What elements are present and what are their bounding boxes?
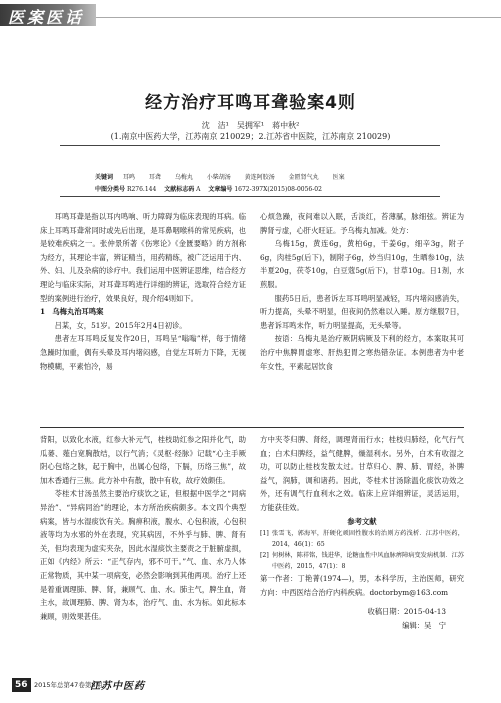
section-title: 医案医话	[8, 8, 85, 27]
keyword: 黄连阿胶汤	[244, 174, 275, 181]
page-number: 56	[12, 678, 31, 692]
keyword: 小柴胡汤	[206, 174, 231, 181]
references-heading: 参考文献	[347, 516, 377, 526]
reference-item: [1] 张雪飞，郭海军，肝硬化顽固性腹水的治则方药浅析．江苏中医药，2014，46(1)：65	[260, 530, 464, 549]
paragraph: 心烦急躁，夜间难以入眠，舌淡红，苔薄腻，脉细弦。辨证为脾肾亏虚，心肝火旺证。予乌梅丸加减。处方：	[260, 212, 464, 235]
doc-code-value: A	[196, 186, 201, 193]
section-header	[0, 0, 501, 30]
keyword: 耳聋	[148, 174, 161, 181]
article-no-label: 文章编号	[208, 186, 233, 193]
column-left-bottom	[40, 433, 246, 623]
clc-label: 中图分类号	[95, 186, 126, 193]
keywords-label: 关键词	[95, 174, 114, 181]
header-divider	[60, 145, 440, 146]
article-authors: 沈 洁¹ 吴拥军¹ 蒋中秋²	[201, 121, 300, 130]
keyword: 医案	[332, 174, 345, 181]
keyword: 金匮肾气丸	[288, 174, 319, 181]
clc-value: R276.144	[126, 186, 157, 193]
paragraph: 苓桂术甘汤虽然主要治疗痰饮之证，但根据中医学之“同病异治”、“异病同治”的理论，本方所治疾病颇多。本文四个典型病案，皆与水湿痰饮有关。胸痹积液，腹水、心包积液，心包积液等均为水邪的外在表现，究其病因，不外乎与肺、脾、肾有关，但均表现为虚实夹杂，因此水湿痰饮主要责之于脏腑虚损，正如《内经》所云：“正气存内，邪不可干。”气、血、水乃人体正常物质，其中某一项病变，必然会影响到其他两项。治疗上还是着重调理肺、脾、肾，兼顾气、血、水。肺主气，脾生血，肾主水，故调理肺、脾、肾为本，治疗气、血、水为标。如此标本兼顾，则效果甚佳。	[40, 489, 246, 621]
page-footer	[12, 678, 492, 692]
section-banner	[0, 4, 96, 26]
article-affiliation: (1.南京中医药大学，江苏南京 210029；2.江苏省中医院，江苏南京 210029)	[110, 132, 391, 141]
case-heading: 1 乌梅丸治耳鸣案	[40, 307, 104, 317]
keyword: 乌梅丸	[174, 174, 193, 181]
author-note: 第一作者：丁艳菁(1974—)，男，本科学历，主治医师，研究方向：中西医结合治疗内科疾病。doctorbym@163.com	[260, 574, 464, 597]
paragraph: 方中夹苓归脾、肾经，调理肾而行水；桂枝归肺经，化气行气血；白术归脾经，益气健脾，燥湿利水。另外，白术有收湿之功，可以防止桂枝发散太过。甘草归心、脾、肺、胃经，补脾益气，润肺，调和诸药。因此，苓桂术甘汤除温化痰饮功效之外，还有调气行血利水之效。临床上应详细辨证，灵活运用，方能获佳效。	[260, 435, 464, 512]
header-rule	[96, 17, 501, 18]
article-no-value: 1672-397X(2015)08-0056-02	[234, 186, 322, 193]
journal-name: 江苏中医药	[90, 681, 145, 692]
column-right-bottom	[260, 433, 464, 633]
abstract-divider	[60, 196, 440, 197]
keyword: 耳鸣	[122, 174, 135, 181]
article-title: 经方治疗耳鸣耳聋验案4则	[145, 93, 356, 113]
keywords-row	[95, 172, 475, 181]
doc-code-label: 文献标志码	[164, 186, 195, 193]
paragraph: 背阳，以致化水液，红参大补元气，桂枝助红参之阳并化气，助瓜蒌、薤白宽胸散结，以行气消；《灵枢·经脉》记载“心主手厥阴心包络之脉，起于胸中，出属心包络，下膈，历络三焦”，故加木香通行三焦。此方补中有散，散中有收，故疗效颇佳。	[40, 435, 246, 485]
column-right-top	[260, 210, 464, 373]
editor-name: 编辑：吴 宁	[402, 620, 446, 630]
reference-text: 张雪飞，郭海军，肝硬化顽固性腹水的治则方药浅析．江苏中医药，2014，46(1)：65	[272, 530, 464, 549]
reference-item: [2] 何树林，陈祥铭，钱进华，论糖血性中风血脉痹障病变发病机制．江苏中医药，2015，47(1)：8	[260, 552, 464, 571]
received-date: 收稿日期：2015-04-13	[367, 607, 446, 617]
paragraph: 患者左耳耳鸣反复发作20日，耳鸣呈“嗡嗡”样，每于情绪急躁时加重，偶有头晕及耳内堵闷感，自觉左耳听力下降，无视物模糊，平素怕冷，易	[40, 334, 246, 371]
classification-row	[95, 184, 475, 193]
column-left-top	[40, 210, 246, 373]
page-split-rule	[40, 427, 464, 428]
issue-info: 2015年总第47卷第8期	[34, 681, 102, 689]
paragraph: 服药5日后，患者诉左耳耳鸣明显减轻，耳内堵闷感消失，听力提高，头晕不明显，但夜间仍然难以入睡。原方继服7日，患者诉耳鸣未作，听力明显提高，无头晕等。	[260, 293, 464, 330]
reference-text: 何树林，陈祥铭，钱进华，论糖血性中风血脉痹障病变发病机制．江苏中医药，2015，47(1)：8	[272, 552, 464, 571]
commentary: 按语：乌梅丸是治疗厥阴病厥及下利的经方，本案取其可治疗中焦脾胃虚寒、肝热犯胃之寒热错杂证。本例患者为中老年女性，平素起居饮食	[260, 334, 464, 371]
prescription: 乌梅15g，黄连6g，黄柏6g，干姜6g，细辛3g，附子6g，肉桂5g(后下)，制附子6g，炒当归10g，生晒参10g，法半夏20g，茯苓10g，白豆蔻5g(后下)，甘草10g。日1剂，水煎服。	[260, 239, 464, 289]
paragraph: 耳鸣耳聋是指以耳内鸣响、听力障碍为临床表现的耳病。临床上耳鸣耳聋常同时或先后出现，是耳鼻咽喉科的常见疾病，也是较难疾病之一。张仲景所著《伤寒论》《金匮要略》的方剂称为经方，其理论丰富，辨证精当，用药精练，被广泛运用于内、外、妇、儿及杂病的诊疗中。我们运用中医辨证思维，结合经方理论与临床实际，对耳聋耳鸣进行详细的辨证，选取符合经方证型的案例进行治疗，效果良好，现介绍4则如下。	[40, 212, 246, 303]
paragraph: 吕某，女，51岁。2015年2月4日初诊。	[54, 320, 187, 330]
